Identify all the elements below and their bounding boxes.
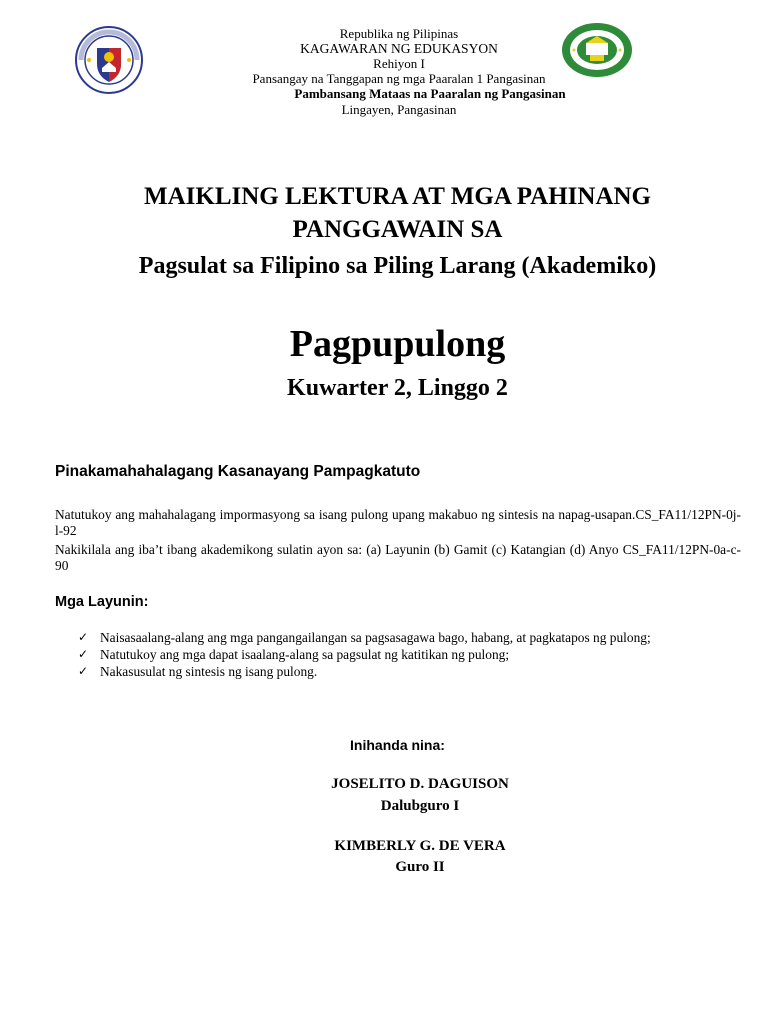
header-location: Lingayen, Pangasinan xyxy=(341,102,457,117)
author-role: Guro II xyxy=(395,859,445,875)
check-mark-icon: ✓ xyxy=(78,630,89,644)
prepared-by-label: Inihanda nina: xyxy=(350,737,445,753)
objective-text: Natutukoy ang mga dapat isaalang-alang sa pagsulat ng katitikan ng pulong; xyxy=(100,647,510,662)
objectives-list xyxy=(78,629,651,680)
header-region: Rehiyon I xyxy=(373,56,425,71)
title-line-2: PANGGAWAIN SA xyxy=(292,216,503,243)
author-name: JOSELITO D. DAGUISON xyxy=(331,776,509,792)
competency-paragraph-2: Nakikilala ang iba’t ibang akademikong sulatin ayon sa: (a) Layunin (b) Gamit (c) Katangian (d) Anyo CS_FA11/12PN-0a-c-90 xyxy=(55,542,741,573)
author-role: Dalubguro I xyxy=(380,798,460,814)
objective-item xyxy=(78,663,651,680)
title-line-1: MAIKLING LEKTURA AT MGA PAHINANG xyxy=(144,183,651,210)
subject-title: Pagsulat sa Filipino sa Piling Larang (Akademiko) xyxy=(138,253,657,279)
quarter-week: Kuwarter 2, Linggo 2 xyxy=(287,375,508,401)
header-school: Pambansang Mataas na Paaralan ng Pangasinan xyxy=(294,86,566,101)
check-mark-icon: ✓ xyxy=(78,647,89,661)
topic-title: Pagpupulong xyxy=(289,323,506,365)
objective-item xyxy=(78,629,651,646)
header-republic: Republika ng Pilipinas xyxy=(339,26,459,41)
header-department: KAGAWARAN NG EDUKASYON xyxy=(300,41,498,56)
objectives-heading: Mga Layunin: xyxy=(55,594,149,610)
competency-heading: Pinakamahahalagang Kasanayang Pampagkatuto xyxy=(55,463,421,480)
author-name: KIMBERLY G. DE VERA xyxy=(334,838,506,854)
header-division: Pansangay na Tanggapan ng mga Paaralan 1 Pangasinan xyxy=(252,71,546,86)
competency-paragraph-1: Natutukoy ang mahahalagang impormasyong sa isang pulong upang makabuo ng sintesis na napag-usapan.CS_FA11/12PN-0j-l-92 xyxy=(55,507,741,538)
check-mark-icon: ✓ xyxy=(78,664,89,678)
objective-text: Nakasusulat ng sintesis ng isang pulong. xyxy=(100,664,318,679)
objective-text: Naisasaalang-alang ang mga pangangailangan sa pagsasagawa bago, habang, at pagkatapos ng pulong; xyxy=(100,630,651,645)
objective-item xyxy=(78,646,651,663)
